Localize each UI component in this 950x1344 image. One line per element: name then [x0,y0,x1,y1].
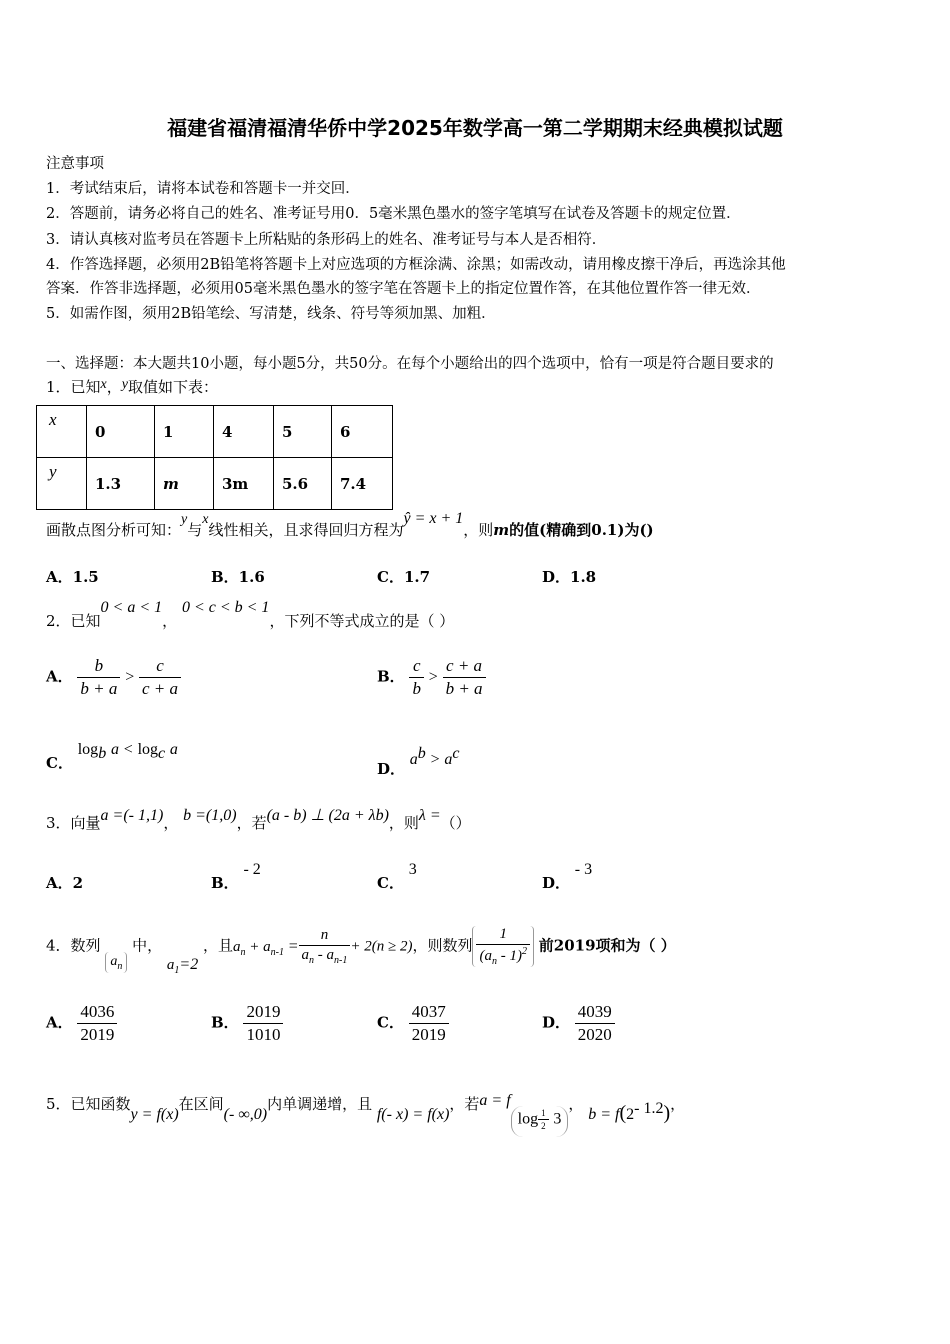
table-row [37,406,393,458]
q4-option-b[interactable]: B． $\frac{2019}{1010}$ [211,1002,283,1045]
table-cell: 1.3 [87,458,155,510]
table-cell: x [37,406,87,458]
q3-option-b[interactable]: B． - 2 [211,861,261,892]
notice-heading: 注意事项 [46,156,104,172]
q3-option-c[interactable]: C． 3 [377,861,417,892]
q2-option-b[interactable]: B． $\frac{c}{b}$ > $\frac{c + a}{b + a}$ [377,656,486,699]
table-cell: 4 [214,406,274,458]
option-d[interactable]: D．1.8 [542,568,597,586]
q1-stem: 画散点图分析可知：y与x线性相关，且求得回归方程为ŷ = x + 1，则m的值(精确到0.1)为() [46,510,654,539]
table-cell: 3m [214,458,274,510]
q2-prompt: 2．已知0 < a < 1， 0 < c < b < 1，下列不等式成立的是（ ） [46,599,455,630]
q2-option-d[interactable]: D． $a^b > a^c$ [377,745,460,778]
section-heading: 一、选择题：本大题共10小题，每小题5分，共50分。在每个小题给出的四个选项中，恰有一项是符合题目要求的 [46,356,774,372]
q5-prompt: 5．已知函数y = f(x)在区间(- ∞,0)内单调递增，且 f(- x) = f(x)，若a = flog $\frac{1}{2}$ 3， $b = f(2^{- 1.2})$， [46,1092,685,1137]
q2-option-c[interactable]: C． $\log_b a < \log_c a$ [46,741,178,772]
notice-item: 5．如需作图，须用2B铅笔绘、写清楚，线条、符号等须加黑、加粗． [46,306,496,322]
table-cell: 5.6 [274,458,332,510]
table-cell: m [155,458,214,510]
q3-option-a[interactable]: A．2 [46,874,84,892]
table-cell: 1 [155,406,214,458]
q4-option-d[interactable]: D． $\frac{4039}{2020}$ [542,1002,615,1045]
notice-item: 1．考试结束后，请将本试卷和答题卡一并交回． [46,181,360,197]
q3-prompt: 3．向量a =(- 1,1)， b =(1,0)，若(a - b) ⊥ (2a + λb)，则λ =（） [46,807,471,832]
table-cell: 7.4 [332,458,393,510]
table-row [37,458,393,510]
notice-item: 2．答题前，请务必将自己的姓名、准考证号用0．5毫米黑色墨水的签字笔填写在试卷及答题卡的规定位置． [46,206,741,222]
page-title: 福建省福清福清华侨中学2025年数学高一第二学期期末经典模拟试题 [167,116,783,140]
q3-option-d[interactable]: D． - 3 [542,861,593,892]
q4-option-c[interactable]: C． $\frac{4037}{2019}$ [377,1002,449,1045]
notice-item: 3．请认真核对监考员在答题卡上所粘贴的条形码上的姓名、准考证号与本人是否相符． [46,232,607,248]
option-b[interactable]: B．1.6 [211,568,265,586]
table-cell: 6 [332,406,393,458]
table-cell: 5 [274,406,332,458]
option-a[interactable]: A．1.5 [46,568,99,586]
q2-option-a[interactable]: A． $\frac{b}{b + a}$ > $\frac{c}{c + a}$ [46,656,181,699]
data-table [36,405,393,510]
table-cell: 0 [87,406,155,458]
q4-prompt: 4．数列 $a_n$ 中， $a_1=2$ ，且$a_n + a_{n-1}$ = $\frac{n}{a_n - a_{n-1}}$ + 2(n ≥ 2)，则数列 $\frac{1}{(a_n - 1)^2}$ 前2019项和为（ ） [46,926,676,976]
option-c[interactable]: C．1.7 [377,568,431,586]
notice-item: 答案．作答非选择题，必须用05毫米黑色墨水的签字笔在答题卡上的指定位置作答，在其他位置作答一律无效． [46,281,761,297]
q1-prompt: 1．已知x，y取值如下表： [46,377,219,396]
notice-item: 4．作答选择题，必须用2B铅笔将答题卡上对应选项的方框涂满、涂黑；如需改动，请用橡皮擦干净后，再选涂其他 [46,257,786,273]
table-cell: y [37,458,87,510]
regression-equation: ŷ = x + 1 [403,510,464,527]
q4-option-a[interactable]: A． $\frac{4036}{2019}$ [46,1002,117,1045]
